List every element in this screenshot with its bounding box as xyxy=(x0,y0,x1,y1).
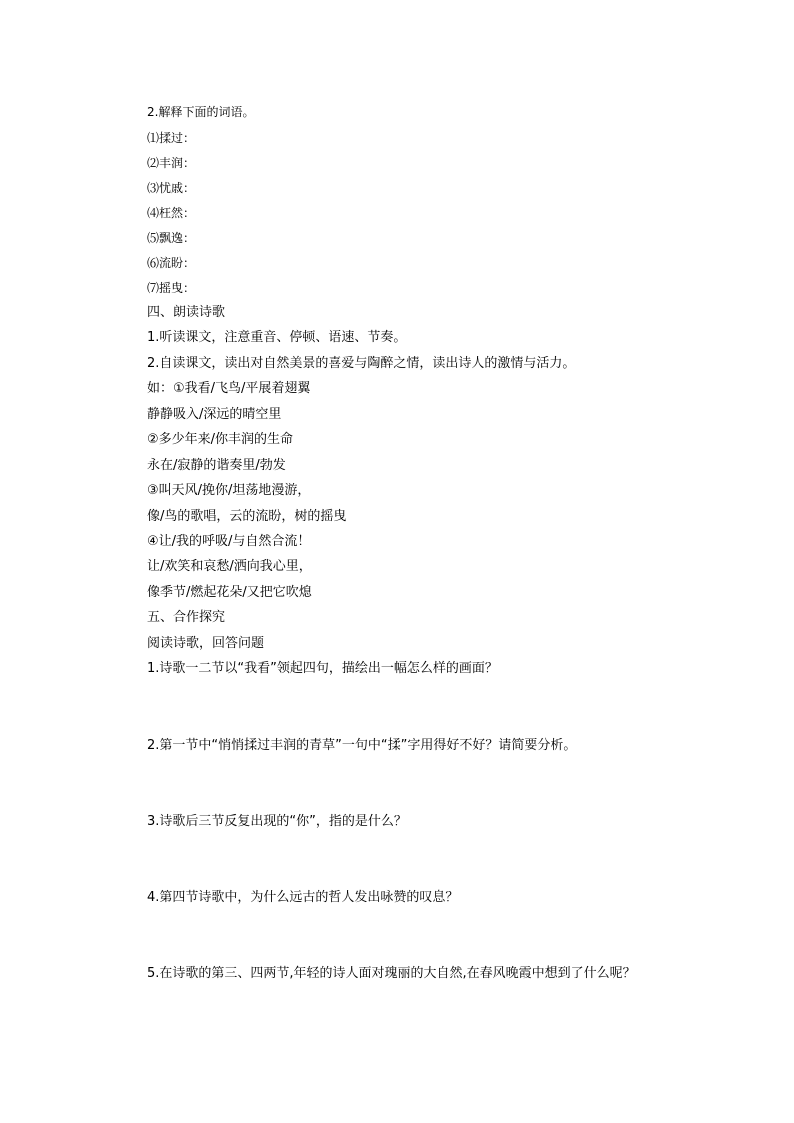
part4-heading: 四、朗读诗歌 xyxy=(147,305,226,320)
poem-example-line: 像/鸟的歌唱，云的流盼，树的摇曳 xyxy=(147,509,347,524)
poem-example-line: 让/欢笑和哀愁/洒向我心里， xyxy=(147,559,312,574)
poem-example-line: 永在/寂静的谐奏里/勃发 xyxy=(147,458,286,473)
part5-heading: 五、合作探究 xyxy=(147,610,226,625)
poem-example-line: 像季节/燃起花朵/又把它吹熄 xyxy=(147,585,312,600)
question-5: 5.在诗歌的第三、四两节,年轻的诗人面对瑰丽的大自然,在春风晚霞中想到了什么呢？ xyxy=(147,966,636,981)
vocab-item: ⑶忧戚： xyxy=(147,181,196,195)
question-2: 2.第一节中“悄悄揉过丰润的青草”一句中“揉”字用得好不好？请简要分析。 xyxy=(147,738,577,753)
vocab-item: ⑹流盼： xyxy=(147,256,196,270)
vocab-item: ⑴揉过： xyxy=(147,131,196,145)
poem-example-line: ②多少年来/你丰润的生命 xyxy=(147,432,294,447)
vocab-item: ⑵丰润： xyxy=(147,156,196,170)
question-3: 3.诗歌后三节反复出现的“你”，指的是什么？ xyxy=(147,814,407,829)
vocab-item: ⑺摇曳： xyxy=(147,281,196,295)
part4-item-1: 1.听读课文，注意重音、停顿、语速、节奏。 xyxy=(147,330,407,345)
poem-example-line: 静静吸入/深远的晴空里 xyxy=(147,407,282,422)
question-4: 4.第四节诗歌中，为什么远古的哲人发出咏赞的叹息？ xyxy=(147,890,459,905)
vocab-item: ⑷枉然： xyxy=(147,206,196,220)
poem-example-line: ③叫天风/挽你/坦荡地漫游， xyxy=(147,483,311,498)
poem-example-line: ④让/我的呼吸/与自然合流！ xyxy=(147,534,311,549)
section-heading-vocab: 2.解释下面的词语。 xyxy=(147,105,255,119)
part5-subheading: 阅读诗歌，回答问题 xyxy=(147,636,265,651)
question-1: 1.诗歌一二节以“我看”领起四句，描绘出一幅怎么样的画面？ xyxy=(147,661,498,676)
part4-item-2: 2.自读课文，读出对自然美景的喜爱与陶醉之情，读出诗人的激情与活力。 xyxy=(147,356,576,371)
vocab-item: ⑸飘逸： xyxy=(147,231,196,245)
poem-example-line: 如：①我看/飞鸟/平展着翅翼 xyxy=(147,381,311,396)
